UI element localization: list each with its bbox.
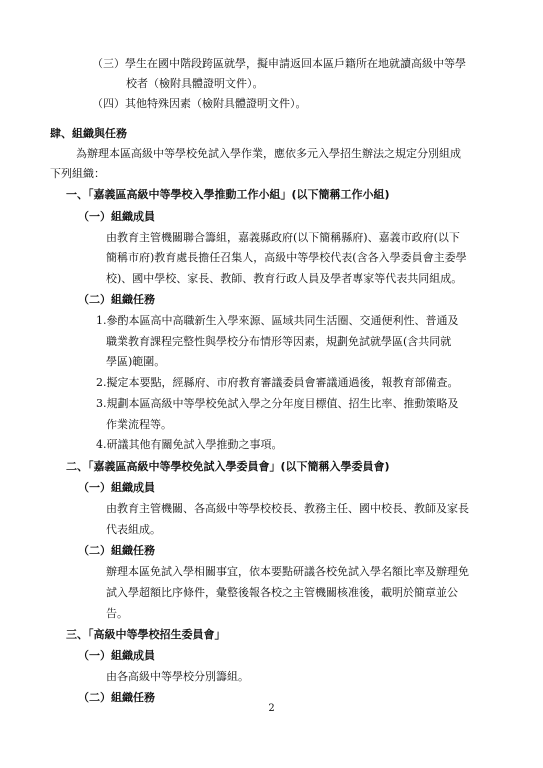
text-line: 4.研議其他有關免試入學推動之事項。: [96, 438, 283, 451]
text-line: 校)、國中學校、家長、教師、教育行政人員及學者專家等代表共同組成。: [106, 272, 463, 285]
text-line: 1.參酌本區高中高職新生入學來源、區域共同生活圈、交通便利性、普通及: [96, 314, 459, 327]
text-line: 3.規劃本區高級中等學校免試入學之分年度目標值、招生比率、推動策略及: [96, 397, 459, 410]
subsection-heading: 二、「嘉義區高級中等學校免試入學委員會」(以下簡稱入學委員會): [66, 460, 390, 473]
item-heading: （一）組織成員: [78, 649, 155, 662]
text-line: 作業流程等。: [106, 418, 172, 431]
page-number: 2: [268, 703, 275, 714]
item-heading: （二）組織任務: [78, 691, 155, 704]
text-line: 學區)範圍。: [106, 355, 166, 368]
text-line: 由教育主管機關、各高級中等學校校長、教務主任、國中校長、教師及家長: [106, 502, 469, 515]
text-line: 為辦理本區高級中等學校免試入學作業，應依多元入學招生辦法之規定分別組成: [76, 147, 461, 160]
subsection-heading: 三、「高級中等學校招生委員會」: [66, 628, 226, 641]
text-line: 代表組成。: [106, 523, 161, 536]
text-line: 由各高級中等學校分別籌組。: [106, 670, 249, 683]
text-line: 告。: [106, 607, 128, 620]
item-heading: （一）組織成員: [78, 481, 155, 494]
text-line: 2.擬定本要點，經縣府、市府教育審議委員會審議通過後，報教育部備查。: [96, 376, 459, 389]
subsection-heading: 一、「嘉義區高級中等學校入學推動工作小組」(以下簡稱工作小組): [66, 188, 390, 201]
item-heading: （二）組織任務: [78, 293, 155, 306]
text-line: （三）學生在國中階段跨區就學，擬申請返回本區戶籍所在地就讀高級中等學: [92, 57, 466, 70]
text-line: 辦理本區免試入學相關事宜，依本要點研議各校免試入學名額比率及辦理免: [106, 565, 469, 578]
item-heading: （二）組織任務: [78, 544, 155, 557]
text-line: 試入學超額比序條件，彙整後報各校之主管機關核准後，載明於簡章並公: [106, 586, 458, 599]
text-line: 職業教育課程完整性與學校分布情形等因素，規劃免試就學區(含共同就: [106, 335, 452, 348]
item-heading: （一）組織成員: [78, 210, 155, 223]
text-line: 簡稱市府)教育處長擔任召集人，高級中等學校代表(含各入學委員會主委學: [106, 251, 467, 264]
text-line: 下列組織：: [50, 167, 105, 180]
text-line: 校者（檢附具體證明文件）。: [126, 77, 264, 90]
text-line: 由教育主管機關聯合籌組，嘉義縣政府(以下簡稱縣府)、嘉義市政府(以下: [106, 231, 460, 244]
section-heading: 肆、組織與任務: [50, 127, 127, 140]
text-line: （四）其他特殊因素（檢附具體證明文件）。: [92, 97, 307, 110]
